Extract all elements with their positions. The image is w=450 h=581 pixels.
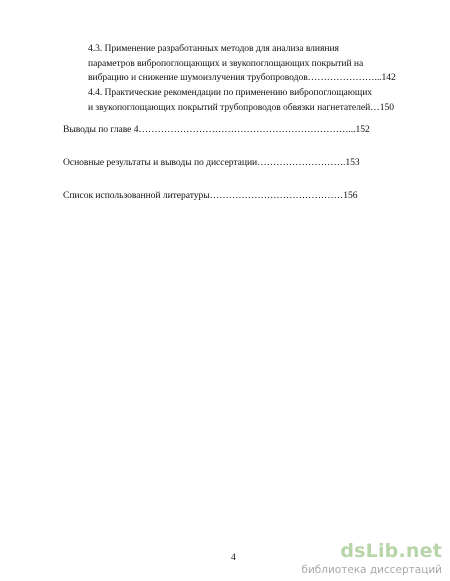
toc-entry-references: Список использованной литературы……………………………………156 [63, 190, 358, 201]
watermark-logo: dsLib.net [340, 540, 442, 562]
watermark-tagline: библиотека диссертаций [301, 564, 442, 576]
toc-entry-4-3-line-1: 4.3. Применение разработанных методов для анализа влияния [88, 43, 339, 54]
toc-entry-main-results: Основные результаты и выводы по диссертации……………………….153 [63, 157, 360, 168]
toc-entry-4-4-line-2: и звукопоглощающих покрытий трубопроводов обвязки нагнетателей…150 [88, 102, 394, 113]
toc-entry-4-3-line-2: параметров вибропоглощающих и звукопоглощающих покрытий на [88, 58, 364, 69]
page-number: 4 [231, 553, 236, 563]
dslib-watermark [282, 540, 446, 578]
toc-entry-chapter-4-conclusions: Выводы по главе 4…………………………………………………………...152 [63, 124, 370, 135]
toc-entry-4-3-line-3: вибрацию и снижение шумоизлучения трубопроводов…………………...142 [88, 72, 396, 83]
toc-entry-4-4-line-1: 4.4. Практические рекомендации по применению вибропоглощающих [88, 87, 373, 98]
